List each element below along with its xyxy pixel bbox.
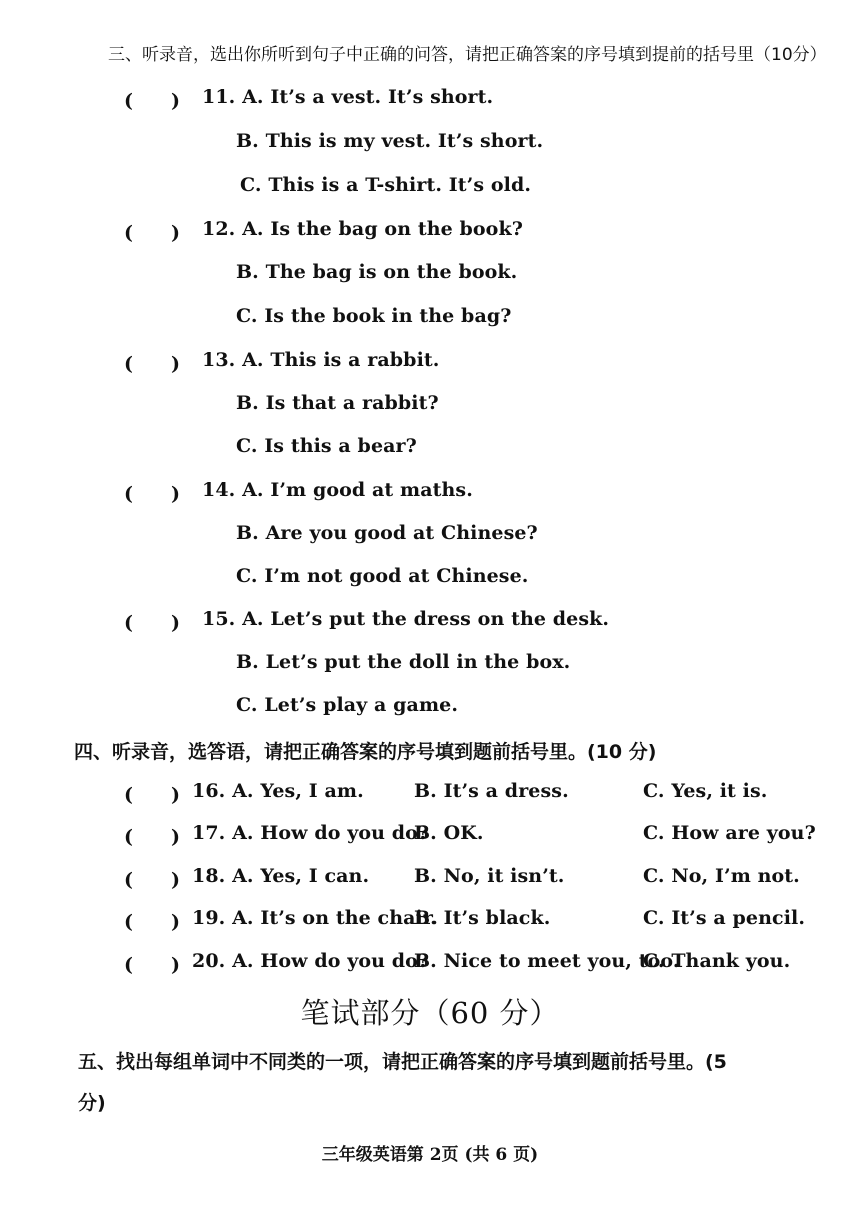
question-18-option-b: B. No, it isn’t. <box>414 865 565 887</box>
question-16-option-c: C. Yes, it is. <box>643 780 768 802</box>
question-17-option-b: B. OK. <box>414 822 484 844</box>
question-13-option-b: B. Is that a rabbit? <box>236 392 439 414</box>
question-14-option-a: 14. A. I’m good at maths. <box>202 479 473 501</box>
question-17-option-a: 17. A. How do you do? <box>192 822 430 844</box>
question-16-option-b: B. It’s a dress. <box>414 780 569 802</box>
question-16-option-a: 16. A. Yes, I am. <box>192 780 364 802</box>
section-3-title: 三、听录音，选出你所听到句子中正确的问答，请把正确答案的序号填到提前的括号里（10分） <box>108 45 827 65</box>
question-20-option-c: C. Thank you. <box>643 950 791 972</box>
answer-bracket[interactable]: ( ) <box>124 222 180 244</box>
question-20-option-a: 20. A. How do you do? <box>192 950 430 972</box>
question-11-option-a: 11. A. It’s a vest. It’s short. <box>202 86 494 108</box>
answer-bracket[interactable]: ( ) <box>124 869 180 891</box>
question-19-option-b: B. It’s black. <box>414 907 551 929</box>
answer-bracket[interactable]: ( ) <box>124 784 180 806</box>
question-15-option-b: B. Let’s put the doll in the box. <box>236 651 571 673</box>
page-footer: 三年级英语第 2页 (共 6 页) <box>321 1145 539 1165</box>
answer-bracket[interactable]: ( ) <box>124 90 180 112</box>
question-12-option-b: B. The bag is on the book. <box>236 261 518 283</box>
question-11-option-b: B. This is my vest. It’s short. <box>236 130 544 152</box>
question-15-option-a: 15. A. Let’s put the dress on the desk. <box>202 608 610 630</box>
section-4-title: 四、听录音，选答语，请把正确答案的序号填到题前括号里。(10 分) <box>74 741 657 763</box>
question-15-option-c: C. Let’s play a game. <box>236 694 459 716</box>
question-20-option-b: B. Nice to meet you, too. <box>414 950 680 972</box>
question-11-option-c: C. This is a T-shirt. It’s old. <box>240 174 532 196</box>
answer-bracket[interactable]: ( ) <box>124 483 180 505</box>
question-13-option-a: 13. A. This is a rabbit. <box>202 349 440 371</box>
written-part-heading: 笔试部分（60 分） <box>300 996 560 1030</box>
answer-bracket[interactable]: ( ) <box>124 954 180 976</box>
question-18-option-a: 18. A. Yes, I can. <box>192 865 370 887</box>
question-12-option-a: 12. A. Is the bag on the book? <box>202 218 523 240</box>
question-12-option-c: C. Is the book in the bag? <box>236 305 512 327</box>
answer-bracket[interactable]: ( ) <box>124 612 180 634</box>
question-19-option-c: C. It’s a pencil. <box>643 907 806 929</box>
question-19-option-a: 19. A. It’s on the chair. <box>192 907 438 929</box>
question-13-option-c: C. Is this a bear? <box>236 435 417 457</box>
question-18-option-c: C. No, I’m not. <box>643 865 800 887</box>
question-17-option-c: C. How are you? <box>643 822 816 844</box>
section-5-title: 五、找出每组单词中不同类的一项，请把正确答案的序号填到题前括号里。(5 <box>78 1051 727 1073</box>
question-14-option-b: B. Are you good at Chinese? <box>236 522 538 544</box>
answer-bracket[interactable]: ( ) <box>124 826 180 848</box>
section-5-title-continued: 分) <box>78 1092 106 1114</box>
answer-bracket[interactable]: ( ) <box>124 911 180 933</box>
answer-bracket[interactable]: ( ) <box>124 353 180 375</box>
question-14-option-c: C. I’m not good at Chinese. <box>236 565 529 587</box>
